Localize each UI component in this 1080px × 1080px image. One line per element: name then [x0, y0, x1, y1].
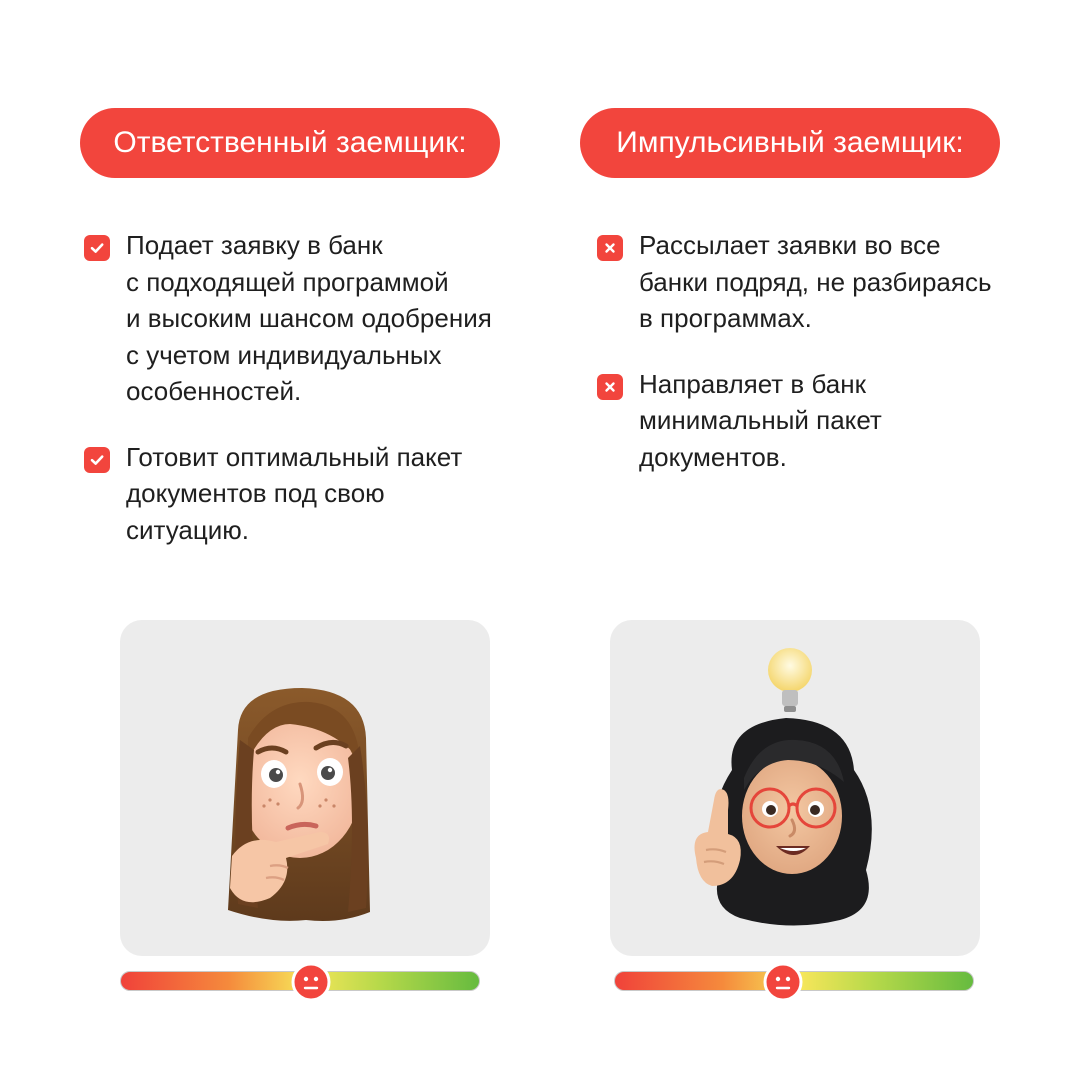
- sad-face-icon: [291, 962, 331, 1002]
- list-item-text: Направляет в банк минимальный пакет документов.: [639, 368, 882, 472]
- sad-face-icon: [763, 962, 803, 1002]
- list-item-text: Подает заявку в банк с подходящей программой и высоким шансом одобрения с учетом индивидуальных особенностей.: [126, 230, 492, 406]
- responsibility-meter: [120, 971, 480, 991]
- responsible-avatar-card: [120, 620, 490, 956]
- impulsive-avatar-card: [610, 620, 980, 956]
- responsible-traits-list: [84, 227, 544, 577]
- list-item-text: Готовит оптимальный пакет документов под свою ситуацию.: [126, 441, 463, 545]
- cross-icon: [597, 374, 623, 400]
- light-bulb-icon: [768, 648, 812, 712]
- cross-icon: [597, 235, 623, 261]
- list-item: [84, 227, 544, 410]
- impulsive-traits-list: [597, 227, 1047, 504]
- list-item-text: Рассылает заявки во все банки подряд, не разбираясь в программах.: [639, 230, 992, 333]
- heading-impulsive-borrower: Импульсивный заемщик:: [580, 108, 1000, 178]
- check-icon: [84, 235, 110, 261]
- list-item: [84, 439, 544, 549]
- check-icon: [84, 447, 110, 473]
- idea-girl-avatar-icon: [610, 620, 980, 956]
- thinking-girl-avatar-icon: [120, 620, 490, 956]
- list-item: [597, 366, 1047, 476]
- impulsiveness-meter: [614, 971, 974, 991]
- heading-responsible-borrower: Ответственный заемщик:: [80, 108, 500, 178]
- list-item: [597, 227, 1047, 337]
